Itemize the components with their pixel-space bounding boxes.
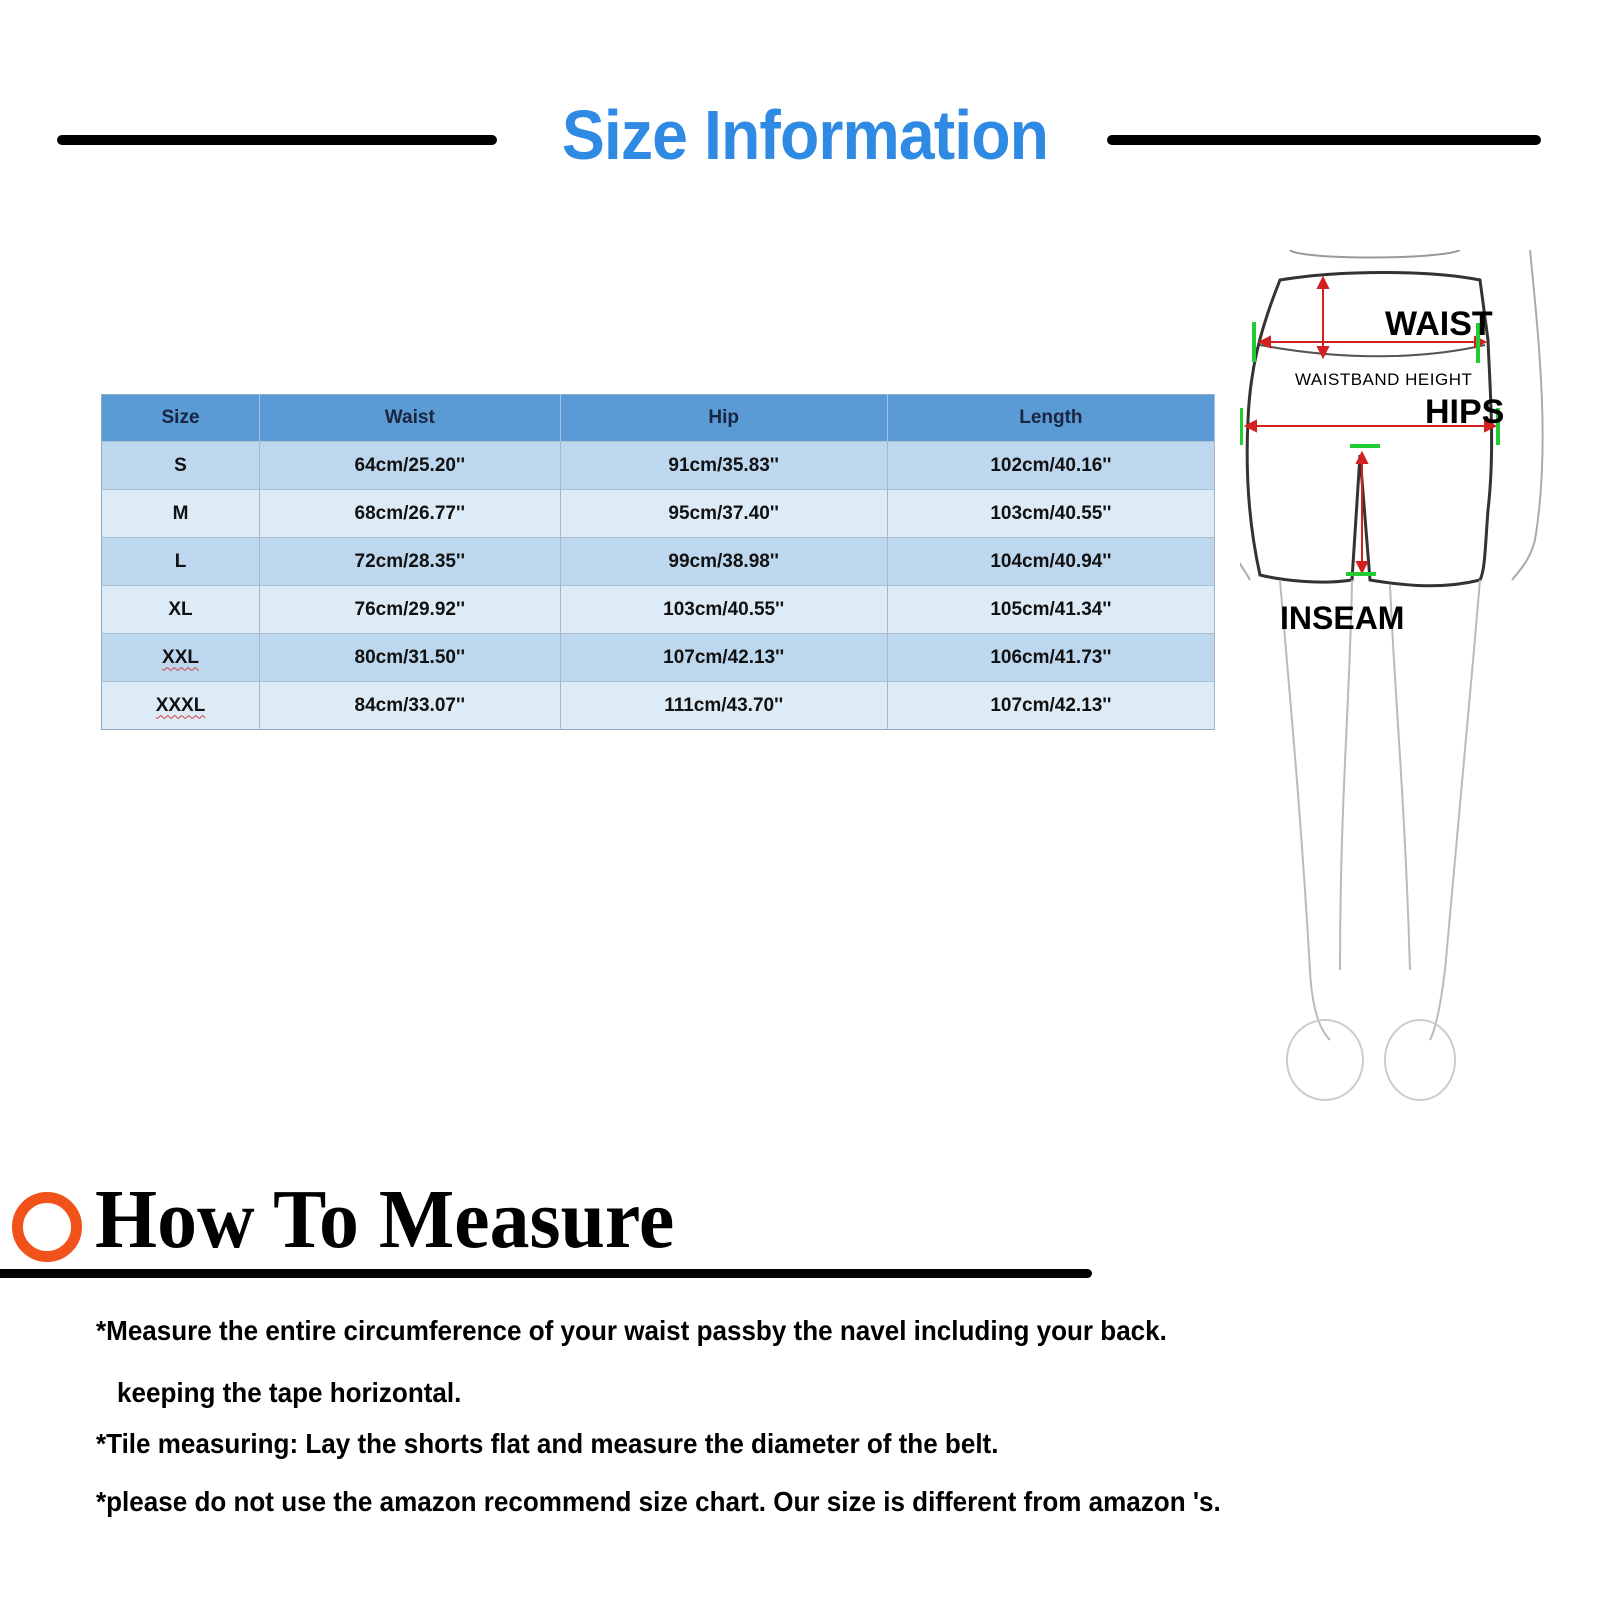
cell-hip: 99cm/38.98'' [560, 538, 887, 586]
column-header-waist: Waist [260, 395, 561, 442]
page-title: Size Information [561, 96, 1049, 174]
section-header-how-to-measure [0, 1173, 1100, 1275]
table-row [102, 586, 1215, 634]
instruction-line: *please do not use the amazon recommend size chart. Our size is different from amazon 's. [96, 1486, 1221, 1517]
waist-label: WAIST [1385, 305, 1493, 343]
cell-size: S [102, 442, 260, 490]
orange-ring-icon [12, 1192, 82, 1262]
instruction-line: keeping the tape horizontal. [117, 1377, 462, 1408]
cell-size: L [102, 538, 260, 586]
column-header-hip: Hip [560, 395, 887, 442]
hips-label: HIPS [1425, 393, 1505, 431]
cell-waist: 72cm/28.35'' [260, 538, 561, 586]
table-header-row [102, 395, 1215, 442]
cell-length: 103cm/40.55'' [887, 490, 1214, 538]
table-row [102, 442, 1215, 490]
cell-length: 104cm/40.94'' [887, 538, 1214, 586]
cell-hip: 111cm/43.70'' [560, 682, 887, 730]
inseam-label: INSEAM [1280, 600, 1405, 636]
cell-size: XL [102, 586, 260, 634]
cell-waist: 64cm/25.20'' [260, 442, 561, 490]
header-rule-left [57, 135, 497, 145]
section-divider [0, 1269, 1092, 1278]
table-row [102, 634, 1215, 682]
cell-length: 102cm/40.16'' [887, 442, 1214, 490]
cell-hip: 103cm/40.55'' [560, 586, 887, 634]
measurement-figure [1240, 250, 1570, 1130]
cell-size [102, 634, 260, 682]
cell-waist: 80cm/31.50'' [260, 634, 561, 682]
cell-size: M [102, 490, 260, 538]
section-header-size-information [0, 90, 1600, 180]
cell-hip: 91cm/35.83'' [560, 442, 887, 490]
cell-length: 107cm/42.13'' [887, 682, 1214, 730]
cell-length: 105cm/41.34'' [887, 586, 1214, 634]
instruction-line: *Tile measuring: Lay the shorts flat and measure the diameter of the belt. [96, 1428, 999, 1459]
cell-waist: 84cm/33.07'' [260, 682, 561, 730]
size-label: XXL [162, 646, 199, 668]
header-rule-right [1107, 135, 1541, 145]
waistband-height-label: WAISTBAND HEIGHT [1295, 370, 1473, 389]
table-row [102, 490, 1215, 538]
cell-waist: 76cm/29.92'' [260, 586, 561, 634]
column-header-length: Length [887, 395, 1214, 442]
column-header-size: Size [102, 395, 260, 442]
table-row [102, 538, 1215, 586]
section-title: How To Measure [95, 1173, 675, 1266]
cell-length: 106cm/41.73'' [887, 634, 1214, 682]
instruction-line: *Measure the entire circumference of your waist passby the navel including your back. [96, 1315, 1167, 1346]
table-row [102, 682, 1215, 730]
size-label: XXXL [155, 694, 206, 716]
cell-hip: 107cm/42.13'' [560, 634, 887, 682]
size-chart-table [101, 394, 1215, 730]
cell-waist: 68cm/26.77'' [260, 490, 561, 538]
cell-hip: 95cm/37.40'' [560, 490, 887, 538]
cell-size [102, 682, 260, 730]
